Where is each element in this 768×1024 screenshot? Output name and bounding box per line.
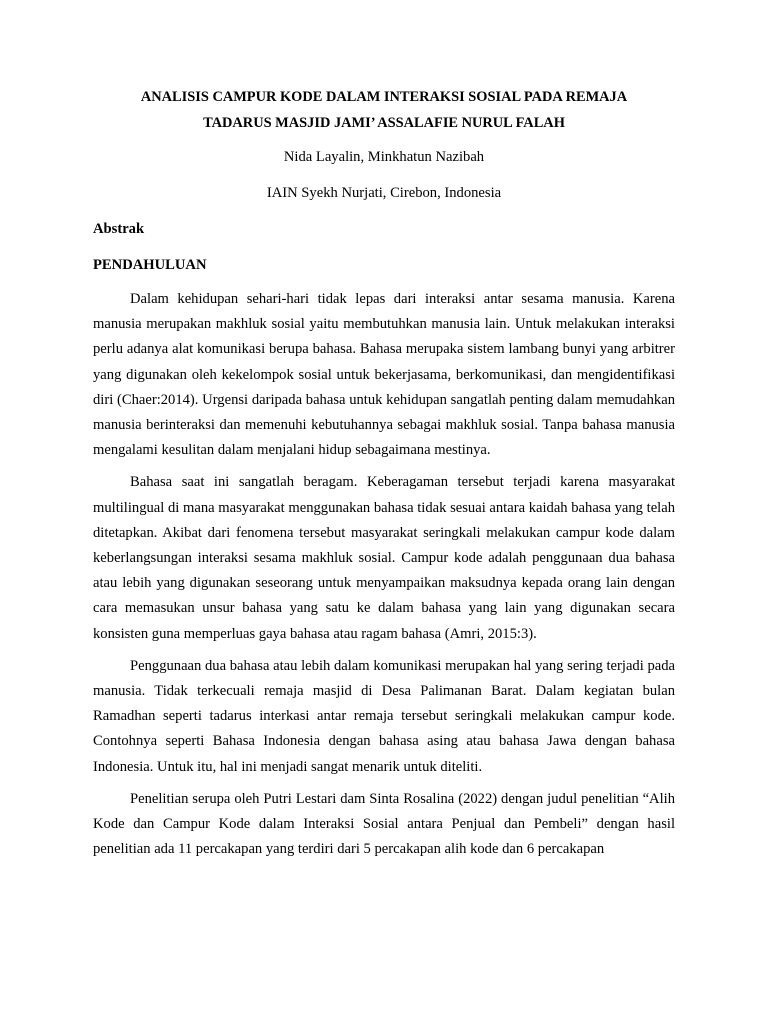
paper-title-line-1: ANALISIS CAMPUR KODE DALAM INTERAKSI SOSIAL PADA REMAJA bbox=[140, 89, 628, 105]
body-paragraph-3: Penggunaan dua bahasa atau lebih dalam komunikasi merupakan hal yang sering terjadi pada manusia. Tidak terkecuali remaja masjid di Desa Palimanan Barat. Dalam kegiatan bulan Ramadhan seperti tadarus interkasi antar remaja tersebut seringkali melakukan campur kode. Contohnya seperti Bahasa Indonesia dengan bahasa asing atau bahasa Jawa dengan bahasa Indonesia. Untuk itu, hal ini menjadi sangat menarik untuk diteliti. bbox=[93, 657, 675, 775]
abstract-heading: Abstrak bbox=[93, 221, 145, 237]
paper-affiliation: IAIN Syekh Nurjati, Cirebon, Indonesia bbox=[266, 185, 502, 201]
body-paragraph-4: Penelitian serupa oleh Putri Lestari dam Sinta Rosalina (2022) dengan judul penelitian “Alih Kode dan Campur Kode dalam Interaksi Sosial antara Penjual dan Pembeli” dengan hasil penelitian ada 11 percakapan yang terdiri dari 5 percakapan alih kode dan 6 percakapan bbox=[93, 790, 675, 858]
document-page bbox=[93, 84, 675, 862]
body-paragraph-2: Bahasa saat ini sangatlah beragam. Keberagaman tersebut terjadi karena masyarakat multilingual di mana masyarakat menggunakan bahasa tidak sesuai antara kaidah bahasa yang telah ditetapkan. Akibat dari fenomena tersebut masyarakat seringkali melakukan campur kode dalam keberlangsungan interaksi sesama makhluk sosial. Campur kode adalah penggunaan dua bahasa atau lebih yang digunakan seseorang untuk menyampaikan maksudnya kepada orang lain dengan cara memasukan unsur bahasa yang satu ke dalam bahasa yang lain yang digunakan secara konsisten guna memperluas gaya bahasa atau ragam bahasa (Amri, 2015:3). bbox=[93, 474, 675, 642]
section-heading-pendahuluan: PENDAHULUAN bbox=[93, 257, 207, 273]
paper-title-line-2: TADARUS MASJID JAMI’ ASSALAFIE NURUL FALAH bbox=[203, 115, 565, 131]
body-paragraph-1: Dalam kehidupan sehari-hari tidak lepas dari interaksi antar sesama manusia. Karena manusia merupakan makhluk sosial yaitu membutuhkan manusia lain. Untuk melakukan interaksi perlu adanya alat komunikasi berupa bahasa. Bahasa merupaka sistem lambang bunyi yang arbitrer yang digunakan oleh kekelompok sosial untuk bekerjasama, berkomunikasi, dan mengidentifikasi diri (Chaer:2014). Urgensi daripada bahasa untuk kehidupan sangatlah penting dalam memudahkan manusia berinteraksi dan memenuhi kebutuhannya sebagai makhluk sosial. Tanpa bahasa manusia mengalami kesulitan dalam menjalani hidup sebagaimana mestinya. bbox=[93, 291, 675, 459]
paper-authors: Nida Layalin, Minkhatun Nazibah bbox=[283, 149, 485, 165]
